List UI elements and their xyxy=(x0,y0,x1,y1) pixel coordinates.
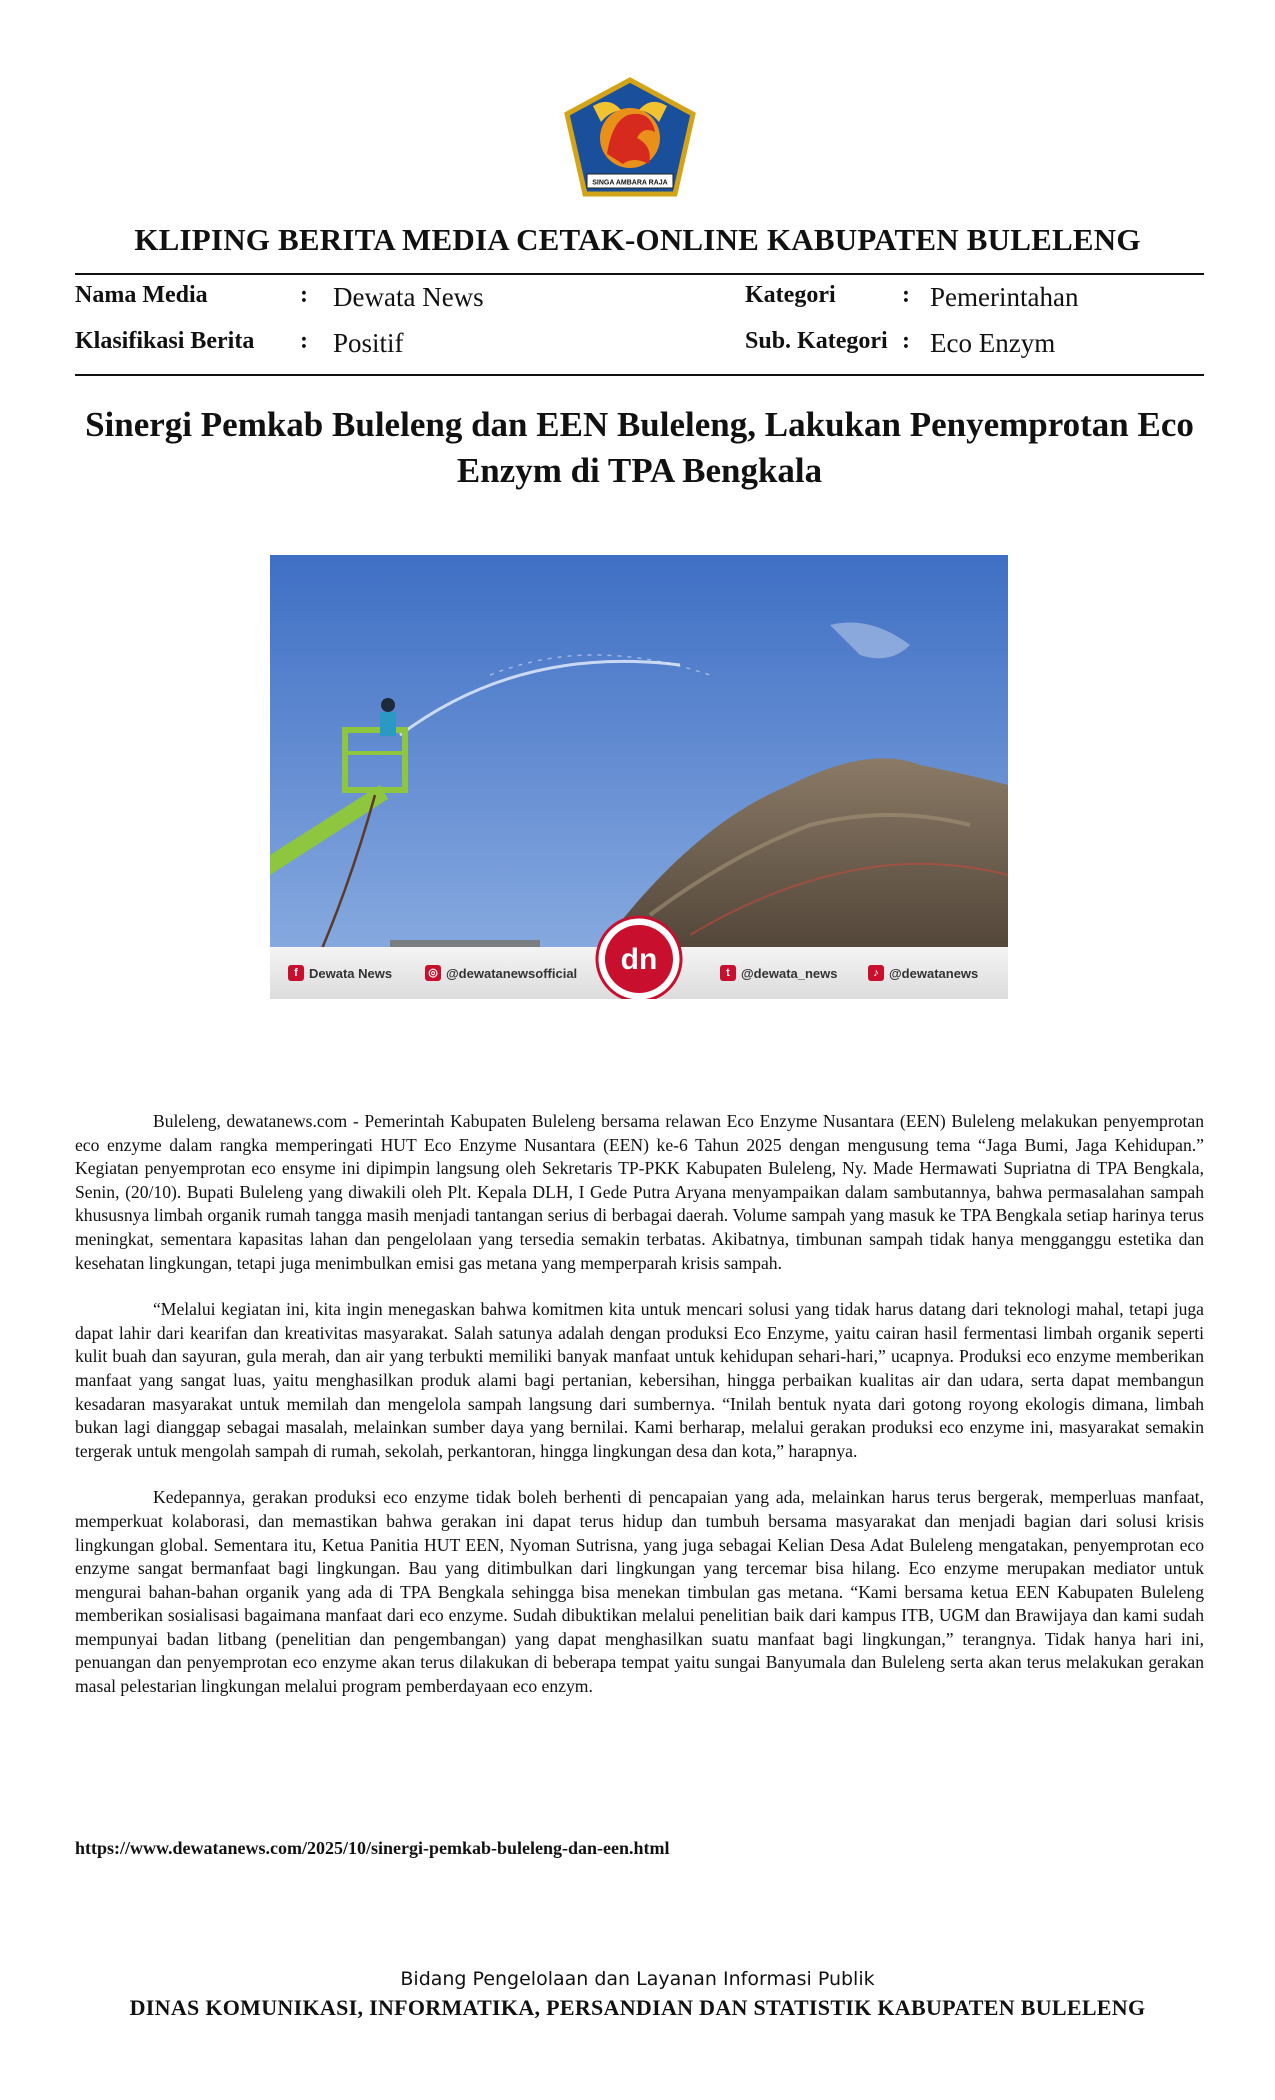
colon: : xyxy=(902,328,910,354)
facebook-handle xyxy=(288,965,392,981)
bottom-rule xyxy=(75,374,1204,376)
facebook-icon: f xyxy=(288,965,304,981)
meta-row-1 xyxy=(75,282,1204,322)
article-title: Sinergi Pemkab Buleleng dan EEN Buleleng, Lakukan Penyemprotan Eco Enzym di TPA Bengkala xyxy=(85,405,1194,490)
article-paragraph: Buleleng, dewatanews.com - Pemerintah Kabupaten Buleleng bersama relawan Eco Enzyme Nusantara (EEN) Buleleng melakukan penyemprotan eco enzyme dalam rangka memperingati HUT Eco Enzyme Nusantara (EEN) ke-6 Tahun 2025 dengan mengusung tema “Jaga Bumi, Jaga Kehidupan.” Kegiatan penyemprotan eco ensyme ini dipimpin langsung oleh Sekretaris TP-PKK Kabupaten Buleleng, Ny. Made Hermawati Supriatna di TPA Bengkala, Senin, (20/10). Bupati Buleleng yang diwakili oleh Plt. Kepala DLH, I Gede Putra Aryana menyampaikan dalam sambutannya, bahwa permasalahan sampah khususnya limbah organik rumah tangga masih menjadi tantangan serius di berbagai daerah. Volume sampah yang masuk ke TPA Bengkala setiap harinya terus meningkat, sementara kapasitas lahan dan pengelolaan yang tersedia semakin terbatas. Akibatnya, timbunan sampah tidak hanya mengganggu estetika dan kesehatan lingkungan, tetapi juga menimbulkan emisi gas metana yang memperparah krisis sampah. xyxy=(75,1111,1204,1273)
instagram-text: @dewatanewsofficial xyxy=(446,965,578,981)
source-url[interactable]: https://www.dewatanews.com/2025/10/sinergi-pemkab-buleleng-dan-een.html xyxy=(75,1838,670,1858)
colon: : xyxy=(902,282,910,308)
sub-kategori-value: Eco Enzym xyxy=(930,328,1056,358)
facebook-text: Dewata News xyxy=(309,965,393,981)
logo-mark-text: dn xyxy=(620,943,658,976)
klasifikasi-label: Klasifikasi Berita xyxy=(75,328,255,354)
colon: : xyxy=(300,282,308,308)
instagram-handle xyxy=(425,965,577,981)
buleleng-crest-logo xyxy=(563,76,697,198)
footer-department: Bidang Pengelolaan dan Layanan Informasi Publik xyxy=(400,1968,875,1990)
article-photo xyxy=(270,555,1008,999)
kategori-value: Pemerintahan xyxy=(930,282,1079,312)
sub-kategori-label: Sub. Kategori xyxy=(745,328,888,354)
page-heading: KLIPING BERITA MEDIA CETAK-ONLINE KABUPATEN BULELENG xyxy=(134,222,1141,257)
tiktok-handle xyxy=(868,965,978,981)
footer-agency: DINAS KOMUNIKASI, INFORMATIKA, PERSANDIAN DAN STATISTIK KABUPATEN BULELENG xyxy=(129,1995,1146,2020)
top-rule xyxy=(75,273,1204,275)
photo-social-bar xyxy=(270,943,1008,999)
meta-row-2 xyxy=(75,328,1204,368)
nama-media-label: Nama Media xyxy=(75,282,208,308)
colon: : xyxy=(300,328,308,354)
tiktok-icon: ♪ xyxy=(868,965,884,981)
article-paragraph: “Melalui kegiatan ini, kita ingin menegaskan bahwa komitmen kita untuk mencari solusi yang tidak harus datang dari teknologi mahal, tetapi juga dapat lahir dari kearifan dan kreativitas masyarakat. Salah satunya adalah dengan produksi Eco Enzyme, yaitu cairan hasil fermentasi limbah organik seperti kulit buah dan sayuran, gula merah, dan air yang terbukti memiliki banyak manfaat untuk kehidupan sehari-hari,” ucapnya. Produksi eco enzyme memberikan manfaat yang sangat luas, yaitu menghasilkan produk alami bagi pertanian, kebersihan, hingga perbaikan kualitas air dan udara, serta dapat membangun kesadaran masyarakat untuk memilah dan mengelola sampah langsung dari sumbernya. “Inilah bentuk nyata dari gotong royong ekologis dimana, limbah bukan lagi dianggap sebagai masalah, melainkan sumber daya yang bernilai. Kami berharap, melalui gerakan produksi eco enzyme ini, masyarakat semakin tergerak untuk mengolah sampah di rumah, sekolah, perkantoran, hingga lingkungan desa dan kota,” harapnya. xyxy=(75,1299,1204,1461)
dewata-news-logo xyxy=(595,915,683,999)
crest-motto: SINGA AMBARA RAJA xyxy=(592,179,668,187)
twitter-handle xyxy=(720,965,838,981)
kategori-label: Kategori xyxy=(745,282,836,308)
article-body xyxy=(75,1110,1204,1722)
tiktok-text: @dewatanews xyxy=(889,965,979,981)
klasifikasi-value: Positif xyxy=(333,328,404,358)
twitter-icon: t xyxy=(720,965,736,981)
dewata-news-logo-icon xyxy=(595,915,683,999)
twitter-text: @dewata_news xyxy=(741,965,838,981)
article-paragraph: Kedepannya, gerakan produksi eco enzyme tidak boleh berhenti di pencapaian yang ada, melainkan harus terus bergerak, memperluas manfaat, memperkuat kolaborasi, dan memastikan bahwa gerakan ini dapat terus hidup dan tumbuh bersama masyarakat dan menjadi bagian dari solusi krisis lingkungan global. Sementara itu, Ketua Panitia HUT EEN, Nyoman Sutrisna, yang juga sebagai Kelian Desa Adat Buleleng mengatakan, penyemprotan eco enzyme sangat bermanfaat bagi lingkungan. Bau yang ditimbulkan dari lingkungan yang tercemar bisa hilang. Eco enzyme merupakan mediator untuk mengurai bahan-bahan organik yang ada di TPA Bengkala sehingga bisa menekan timbulan gas metana. “Kami bersama ketua EEN Kabupaten Buleleng memberikan sosialisasi bagaimana manfaat dari eco enzyme. Sudah dibuktikan melalui penelitian baik dari kampus ITB, UGM dan Brawijaya dan kami sudah mempunyai badan litbang (penelitian dan pengembangan) yang dapat menghasilkan suatu manfaat bagi lingkungan,” terangnya. Tidak hanya hari ini, penuangan dan penyemprotan eco enzyme akan terus dilakukan di beberapa tempat yaitu sungai Banyumala dan Buleleng serta akan terus melakukan gerakan masal pelestarian lingkungan melalui program pemberdayaan eco enzym. xyxy=(75,1487,1204,1697)
instagram-icon: ◎ xyxy=(425,965,441,981)
buleleng-crest-icon xyxy=(563,76,697,198)
nama-media-value: Dewata News xyxy=(333,282,484,312)
